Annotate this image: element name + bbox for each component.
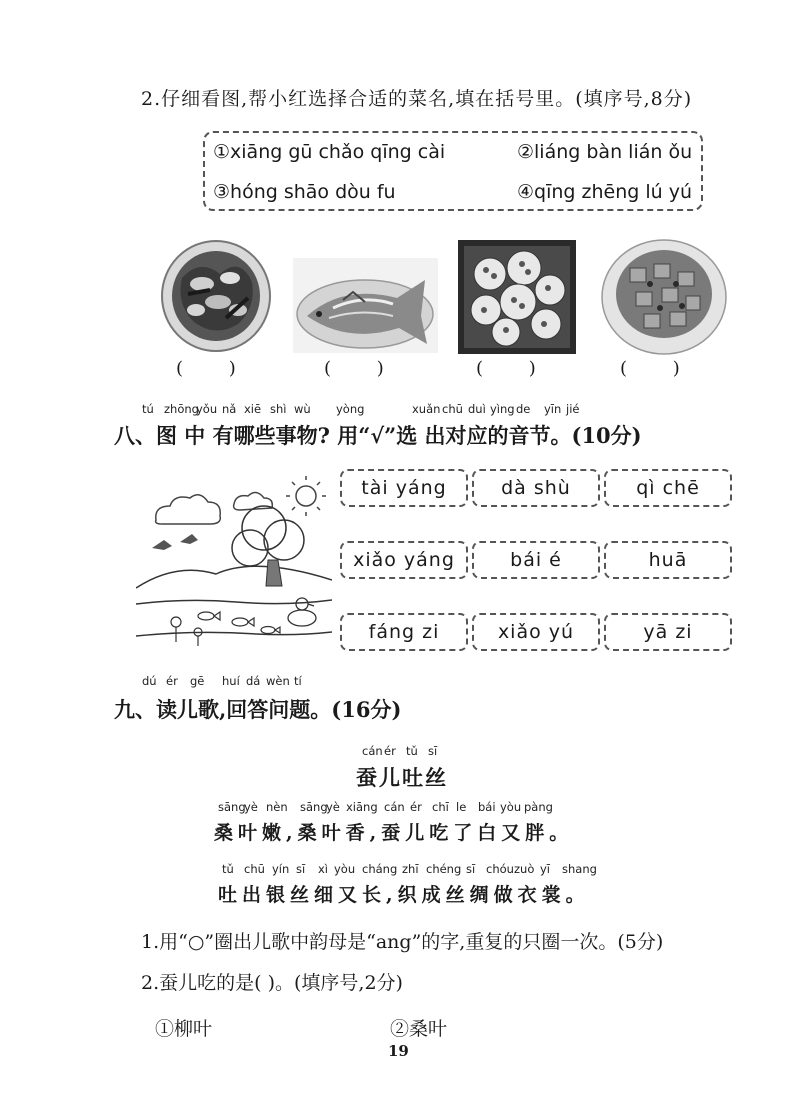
choice-ya-zi[interactable]: yā zi (604, 613, 732, 651)
sub-question-2-option-2: ②桑叶 (390, 1018, 448, 1040)
dish-photo-lotus-root (458, 240, 576, 354)
dish-photo-mushroom (160, 238, 272, 354)
poem-line-2: 吐出银丝细又长,织成丝绸做衣裳。 (218, 884, 590, 906)
answer-blank-4[interactable]: ( ) (620, 358, 680, 379)
poem-line-1-pinyin: sāng yè nèn sāng yè xiāng cán ér chī le bái yòu pàng (218, 800, 553, 814)
section-8-pinyin: tú zhōng yǒu nǎ xiē shì wù yòng xuǎn chū duì yìng de yīn jié (142, 402, 580, 416)
option-2: ②liáng bàn lián ǒu (517, 141, 693, 163)
choice-qi-che[interactable]: qì chē (604, 469, 732, 507)
poem-title-pinyin: cán ér tǔ sī (362, 744, 438, 758)
poem-line-1: 桑叶嫩,桑叶香,蚕儿吃了白又胖。 (214, 822, 574, 844)
dish-options-box (203, 131, 703, 211)
page-number: 19 (388, 1042, 409, 1060)
choice-bai-e[interactable]: bái é (472, 541, 600, 579)
scene-illustration (136, 476, 332, 650)
choice-hua[interactable]: huā (604, 541, 732, 579)
option-1: ①xiāng gū chǎo qīng cài (213, 141, 446, 163)
sub-question-2: 2.蚕儿吃的是( )。(填序号,2分) (141, 972, 403, 994)
answer-blank-3[interactable]: ( ) (476, 358, 536, 379)
option-4: ④qīng zhēng lú yú (517, 181, 693, 203)
poem-title: 蚕儿吐丝 (356, 765, 448, 790)
sub-question-1: 1.用“○”圈出儿歌中韵母是“ang”的字,重复的只圈一次。(5分) (141, 931, 664, 953)
question-2-title: 2.仔细看图,帮小红选择合适的菜名,填在括号里。(填序号,8分) (141, 88, 693, 110)
choice-tai-yang[interactable]: tài yáng (340, 469, 468, 507)
choice-fang-zi[interactable]: fáng zi (340, 613, 468, 651)
answer-blank-1[interactable]: ( ) (176, 358, 236, 379)
section-9-pinyin: dú ér gē huí dá wèn tí (142, 674, 302, 688)
choice-xiao-yang[interactable]: xiǎo yáng (340, 541, 468, 579)
choice-da-shu[interactable]: dà shù (472, 469, 600, 507)
option-3: ③hóng shāo dòu fu (213, 181, 396, 203)
sub-question-2-option-1: ①柳叶 (155, 1018, 213, 1040)
section-8-title: 八、图 中 有哪些事物? 用“√”选 出对应的音节。(10分) (114, 423, 642, 448)
poem-line-2-pinyin: tǔ chū yín sī xì yòu cháng zhī chéng sī chóu zuò yī shang (222, 862, 597, 876)
choice-xiao-yu[interactable]: xiǎo yú (472, 613, 600, 651)
section-9-title: 九、读儿歌,回答问题。(16分) (114, 697, 402, 722)
answer-blank-2[interactable]: ( ) (324, 358, 384, 379)
dish-photo-fish (293, 258, 438, 353)
dish-photo-tofu (600, 238, 728, 356)
